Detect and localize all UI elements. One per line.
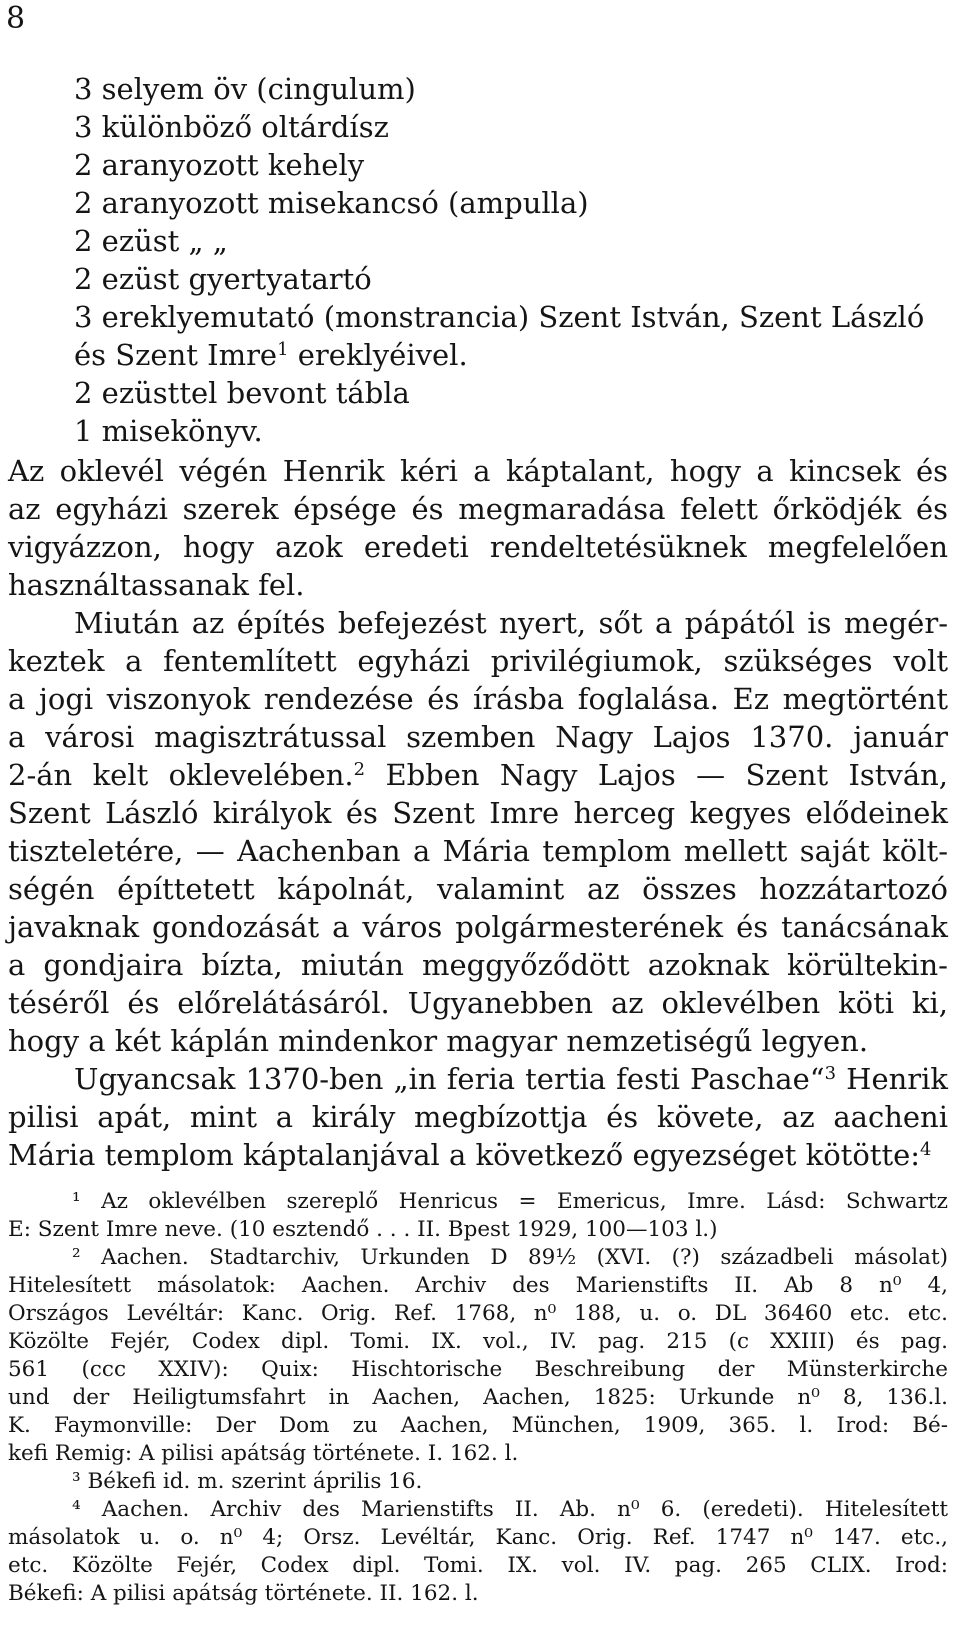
footnote-line-text: E: Szent Imre neve. (10 esztendő . . . II. Bpest 1929, 100—103 l.)	[8, 1217, 718, 1242]
list-item-text: 2 aranyozott kehely	[74, 148, 365, 182]
body-line-text: 2-án kelt oklevelében.	[8, 758, 354, 792]
body-line-text: pilisi apát, mint a király megbízottja és követe, az aacheni	[8, 1100, 948, 1134]
footnote-line	[8, 1412, 948, 1440]
footnote-line-text: ¹ Az oklevélben szereplő Henricus = Emericus, Imre. Lásd: Schwartz	[72, 1189, 948, 1214]
list-item	[8, 374, 948, 412]
list-item	[8, 146, 948, 184]
body-line-text: Miután az építés befejezést nyert, sőt a pápától is megér-	[74, 606, 948, 640]
body-line-text: Az oklevél végén Henrik kéri a káptalant, hogy a kincsek és	[8, 454, 948, 488]
body-line	[8, 984, 948, 1022]
footnote-line-text: másolatok u. o. n⁰ 4; Orsz. Levéltár, Kanc. Orig. Ref. 1747 n⁰ 147. etc.,	[8, 1525, 948, 1550]
footnote-line	[8, 1272, 948, 1300]
footnote-marker: 4	[920, 1139, 932, 1161]
footnote-line	[8, 1468, 948, 1496]
footnotes	[8, 1188, 948, 1608]
footnote-line	[8, 1328, 948, 1356]
body-line-text: hogy a két káplán mindenkor magyar nemzetiségű legyen.	[8, 1024, 869, 1058]
footnote-marker: 1	[277, 339, 289, 361]
body-line	[8, 756, 948, 794]
footnote-line	[8, 1524, 948, 1552]
list-item-text: és Szent Imre	[74, 338, 278, 372]
body-line-text: Ugyancsak 1370-ben „in feria tertia festi Paschae“	[74, 1062, 825, 1096]
list-item	[8, 298, 948, 336]
footnote-line-text: Hitelesített másolatok: Aachen. Archiv des Marienstifts II. Ab 8 n⁰ 4,	[8, 1273, 948, 1298]
footnote-line-text: etc. Közölte Fejér, Codex dipl. Tomi. IX. vol. IV. pag. 265 CLIX. Irod:	[8, 1553, 948, 1578]
body-line	[8, 490, 948, 528]
body-line	[8, 832, 948, 870]
body-line	[8, 1022, 948, 1060]
body-line	[8, 566, 948, 604]
footnote-line-text: ³ Békefi id. m. szerint április 16.	[72, 1469, 423, 1494]
footnote-line	[8, 1300, 948, 1328]
list-item	[8, 260, 948, 298]
body-line-text: a jogi viszonyok rendezése és írásba foglalása. Ez megtörtént	[8, 682, 948, 716]
footnote-line	[8, 1216, 948, 1244]
body-line	[8, 1136, 948, 1174]
footnote-line-text: K. Faymonville: Der Dom zu Aachen, München, 1909, 365. l. Irod: Bé-	[8, 1413, 948, 1438]
list-item-text: 2 ezüst „ „	[74, 224, 228, 258]
footnote-line	[8, 1440, 948, 1468]
body-line	[8, 680, 948, 718]
list-item-text: 2 ezüst gyertyatartó	[74, 262, 372, 296]
body-line-text: téséről és előrelátásáról. Ugyanebben az oklevélben köti ki,	[8, 986, 948, 1020]
footnote-line-text: 561 (ccc XXIV): Quix: Hischtorische Beschreibung der Münsterkirche	[8, 1357, 948, 1382]
body-line-text: használtassanak fel.	[8, 568, 305, 602]
body-text	[8, 452, 948, 1174]
list-item	[8, 108, 948, 146]
footnote-marker: 3	[824, 1063, 837, 1085]
body-line	[8, 604, 948, 642]
body-line	[8, 452, 948, 490]
list-item-text-continued: ereklyéivel.	[288, 338, 468, 372]
body-line-text: Mária templom káptalanjával a következő egyezséget kötötte:	[8, 1138, 921, 1172]
footnote-line-text: Békefi: A pilisi apátság története. II. 162. l.	[8, 1581, 479, 1606]
list-item	[8, 184, 948, 222]
footnote-line-text: kefi Remig: A pilisi apátság története. I. 162. l.	[8, 1441, 519, 1466]
footnote-line-text: Közölte Fejér, Codex dipl. Tomi. IX. vol., IV. pag. 215 (c XXIII) és pag.	[8, 1329, 948, 1354]
list-item	[8, 70, 948, 108]
body-line-text-continued: Ebben Nagy Lajos — Szent István,	[365, 758, 949, 792]
footnote-line	[8, 1580, 948, 1608]
footnote-line	[8, 1244, 948, 1272]
body-line	[8, 870, 948, 908]
body-line	[8, 908, 948, 946]
body-line	[8, 946, 948, 984]
list-item	[8, 222, 948, 260]
body-line-text: az egyházi szerek épsége és megmaradása felett őrködjék és	[8, 492, 948, 526]
footnote-line	[8, 1552, 948, 1580]
body-line	[8, 718, 948, 756]
footnote-line-text: ² Aachen. Stadtarchiv, Urkunden D 89½ (XVI. (?) századbeli másolat)	[72, 1245, 948, 1270]
inventory-list	[8, 70, 948, 450]
body-line-text: vigyázzon, hogy azok eredeti rendeltetésüknek megfelelően	[8, 530, 948, 564]
list-item-text: 2 aranyozott misekancsó (ampulla)	[74, 186, 589, 220]
list-item-text: 3 selyem öv (cingulum)	[74, 72, 416, 106]
footnote-line	[8, 1384, 948, 1412]
body-line-text: a városi magisztrátussal szemben Nagy Lajos 1370. január	[8, 720, 948, 754]
footnote-line	[8, 1496, 948, 1524]
body-line	[8, 794, 948, 832]
footnote-line	[8, 1356, 948, 1384]
body-line-text: a gondjaira bízta, miután meggyőződött azoknak körültekin-	[8, 948, 948, 982]
footnote-line	[8, 1188, 948, 1216]
body-line	[8, 642, 948, 680]
body-line-text: tiszteletére, — Aachenban a Mária templom mellett saját költ-	[8, 834, 948, 868]
list-item-text: 3 különböző oltárdísz	[74, 110, 389, 144]
body-line-text: ségén építtetett kápolnát, valamint az összes hozzátartozó	[8, 872, 948, 906]
footnote-line-text: ⁴ Aachen. Archiv des Marienstifts II. Ab. n⁰ 6. (eredeti). Hitelesített	[72, 1497, 948, 1522]
page-number: 8	[6, 1, 26, 36]
list-item-text: 3 ereklyemutató (monstrancia) Szent István, Szent László	[74, 300, 925, 334]
body-line	[8, 1098, 948, 1136]
footnote-line-text: und der Heiligtumsfahrt in Aachen, Aachen, 1825: Urkunde n⁰ 8, 136.l.	[8, 1385, 948, 1410]
list-item-text: 2 ezüsttel bevont tábla	[74, 376, 410, 410]
footnote-marker: 2	[353, 759, 366, 781]
body-line-text: keztek a fentemlített egyházi privilégiumok, szükséges volt	[8, 644, 948, 678]
list-item	[8, 336, 948, 374]
body-line	[8, 528, 948, 566]
body-line	[8, 1060, 948, 1098]
footnote-line-text: Országos Levéltár: Kanc. Orig. Ref. 1768, n⁰ 188, u. o. DL 36460 etc. etc.	[8, 1301, 948, 1326]
body-line-text: javaknak gondozását a város polgármesterének és tanácsának	[8, 910, 948, 944]
body-line-text-continued: Henrik	[836, 1062, 948, 1096]
list-item-text: 1 misekönyv.	[74, 414, 263, 448]
body-line-text: Szent László királyok és Szent Imre herceg kegyes elődeinek	[8, 796, 948, 830]
list-item	[8, 412, 948, 450]
